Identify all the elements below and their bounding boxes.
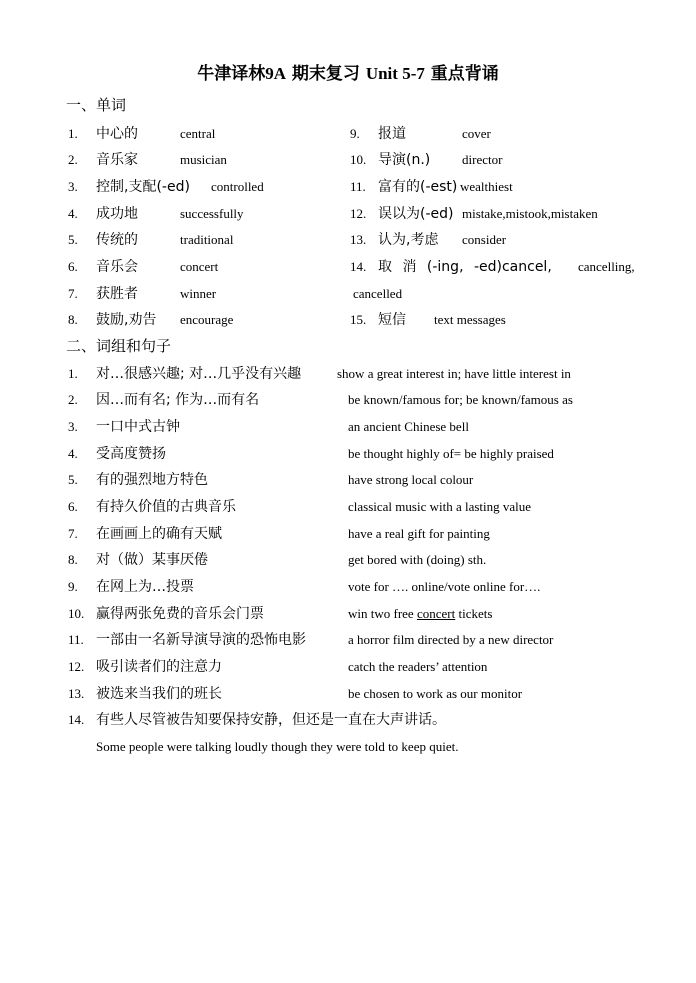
english-term: director (462, 152, 503, 167)
item-number: 8. (68, 552, 78, 567)
item-number: 1. (68, 366, 78, 381)
chinese-phrase: 有持久价值的古典音乐 (96, 499, 236, 515)
chinese-phrase: 受高度赞扬 (96, 446, 166, 462)
phrase-row (0, 707, 696, 733)
item-number: 6. (68, 259, 78, 274)
english-term: cover (462, 126, 491, 141)
item-number: 7. (68, 526, 78, 541)
phrase-row (0, 601, 696, 627)
item-number: 12. (68, 659, 85, 674)
item-number: 2. (68, 392, 78, 407)
item-number: 4. (68, 206, 78, 221)
english-term: encourage (180, 312, 234, 327)
item-number: 8. (68, 312, 78, 327)
chinese-term: 中心的 (96, 126, 138, 142)
item-number: 3. (68, 419, 78, 434)
chinese-term: 导演(n.) (378, 152, 431, 168)
chinese-term: 获胜者 (96, 286, 138, 302)
chinese-term: 误以为(-ed) (378, 206, 454, 222)
chinese-term: 成功地 (96, 206, 138, 222)
phrase-row (0, 387, 696, 413)
english-phrase: have a real gift for painting (348, 526, 490, 541)
item-number: 10. (68, 606, 85, 621)
word-row (0, 147, 696, 173)
title-prefix: 牛津译林 (197, 64, 266, 84)
chinese-phrase: 在画画上的确有天赋 (96, 526, 222, 542)
english-term: wealthiest (460, 179, 513, 194)
chinese-phrase: 赢得两张免费的音乐会门票 (96, 606, 264, 622)
word-row (0, 227, 696, 253)
underlined-word: concert (416, 606, 456, 621)
word-row (0, 307, 696, 333)
item-number: 5. (68, 472, 78, 487)
word-row (0, 281, 696, 307)
english-term: central (180, 126, 216, 141)
chinese-phrase: 有些人尽管被告知要保持安静，但还是一直在大声讲话。 (96, 712, 446, 728)
item-number: 3. (68, 179, 78, 194)
english-term: winner (180, 286, 217, 301)
item-number: 14. (68, 712, 85, 727)
item-number: 2. (68, 152, 78, 167)
title-suffix: 重点背诵 (430, 64, 499, 84)
phrase-row (0, 494, 696, 520)
phrase-row (0, 627, 696, 653)
phrase-row (0, 414, 696, 440)
chinese-phrase: 被选来当我们的班长 (96, 686, 222, 702)
phrase-row (0, 681, 696, 707)
english-phrase: classical music with a lasting value (348, 499, 532, 514)
chinese-term: 控制,支配(-ed) (96, 179, 190, 195)
english-phrase: vote for …. online/vote online for…. (348, 579, 541, 594)
word-row (0, 121, 696, 147)
item-number: 9. (68, 579, 78, 594)
chinese-term: 富有的(-est) (378, 179, 458, 195)
chinese-term: 取 消 (-ing, -ed)cancel, (378, 259, 552, 275)
chinese-phrase: 有的强烈地方特色 (96, 472, 208, 488)
english-term: cancelling, (578, 259, 635, 274)
chinese-phrase: 一口中式古钟 (96, 419, 180, 435)
chinese-term: 认为,考虑 (378, 232, 439, 248)
english-phrase: be known/famous for; be known/famous as (348, 392, 573, 407)
english-phrase: an ancient Chinese bell (348, 419, 469, 434)
item-number: 13. (350, 232, 367, 247)
item-number: 12. (350, 206, 367, 221)
item-number: 7. (68, 286, 78, 301)
english-term: controlled (211, 179, 264, 194)
word-row (0, 174, 696, 200)
chinese-phrase: 因…而有名; 作为…而有名 (96, 392, 260, 408)
english-phrase-part: win two free (348, 606, 417, 621)
phrase-row (0, 467, 696, 493)
phrase-row (0, 734, 696, 760)
phrase-row (0, 654, 696, 680)
english-term: text messages (434, 312, 506, 327)
phrase-row (0, 574, 696, 600)
english-phrase: be thought highly of= be highly praised (348, 446, 554, 461)
chinese-phrase: 对…很感兴趣; 对…几乎没有兴趣 (96, 366, 302, 382)
english-term: cancelled (353, 286, 403, 301)
chinese-term: 报道 (378, 126, 406, 142)
english-term: concert (180, 259, 219, 274)
english-phrase (348, 601, 492, 627)
english-term: successfully (180, 206, 244, 221)
item-number: 6. (68, 499, 78, 514)
item-number: 11. (350, 179, 366, 194)
chinese-term: 音乐会 (96, 259, 138, 275)
chinese-phrase: 对（做）某事厌倦 (96, 552, 208, 568)
word-row (0, 201, 696, 227)
section-heading-words: 一、单词 (66, 96, 127, 114)
chinese-term: 鼓励,劝告 (96, 312, 157, 328)
title-middle: 期末复习 (291, 64, 360, 84)
phrase-row (0, 361, 696, 387)
phrase-row (0, 547, 696, 573)
title-unit: Unit 5-7 (365, 64, 425, 83)
chinese-phrase: 一部由一名新导演导演的恐怖电影 (96, 632, 306, 648)
english-term: traditional (180, 232, 234, 247)
item-number: 1. (68, 126, 78, 141)
phrase-row (0, 441, 696, 467)
page-title (0, 59, 696, 84)
item-number: 5. (68, 232, 78, 247)
english-phrase: catch the readers’ attention (348, 659, 488, 674)
chinese-term: 音乐家 (96, 152, 138, 168)
english-phrase-part: tickets (455, 606, 493, 621)
item-number: 9. (350, 126, 360, 141)
chinese-term: 传统的 (96, 232, 138, 248)
item-number: 4. (68, 446, 78, 461)
chinese-term: 短信 (378, 312, 406, 328)
item-number: 10. (350, 152, 367, 167)
item-number: 14. (350, 259, 367, 274)
item-number: 15. (350, 312, 367, 327)
chinese-phrase: 在网上为…投票 (96, 579, 194, 595)
english-term: consider (462, 232, 507, 247)
chinese-phrase: 吸引读者们的注意力 (96, 659, 222, 675)
english-phrase: be chosen to work as our monitor (348, 686, 523, 701)
english-phrase: have strong local colour (348, 472, 474, 487)
item-number: 11. (68, 632, 84, 647)
phrase-row (0, 521, 696, 547)
english-phrase: a horror film directed by a new director (348, 632, 554, 647)
english-phrase: get bored with (doing) sth. (348, 552, 487, 567)
title-grade: 9A (265, 64, 286, 83)
section-heading-phrases: 二、词组和句子 (66, 337, 172, 355)
english-phrase: show a great interest in; have little interest in (337, 366, 571, 381)
english-term: musician (180, 152, 227, 167)
item-number: 13. (68, 686, 85, 701)
english-sentence: Some people were talking loudly though they were told to keep quiet. (96, 739, 459, 754)
word-row (0, 254, 696, 280)
english-term: mistake,mistook,mistaken (462, 206, 598, 221)
